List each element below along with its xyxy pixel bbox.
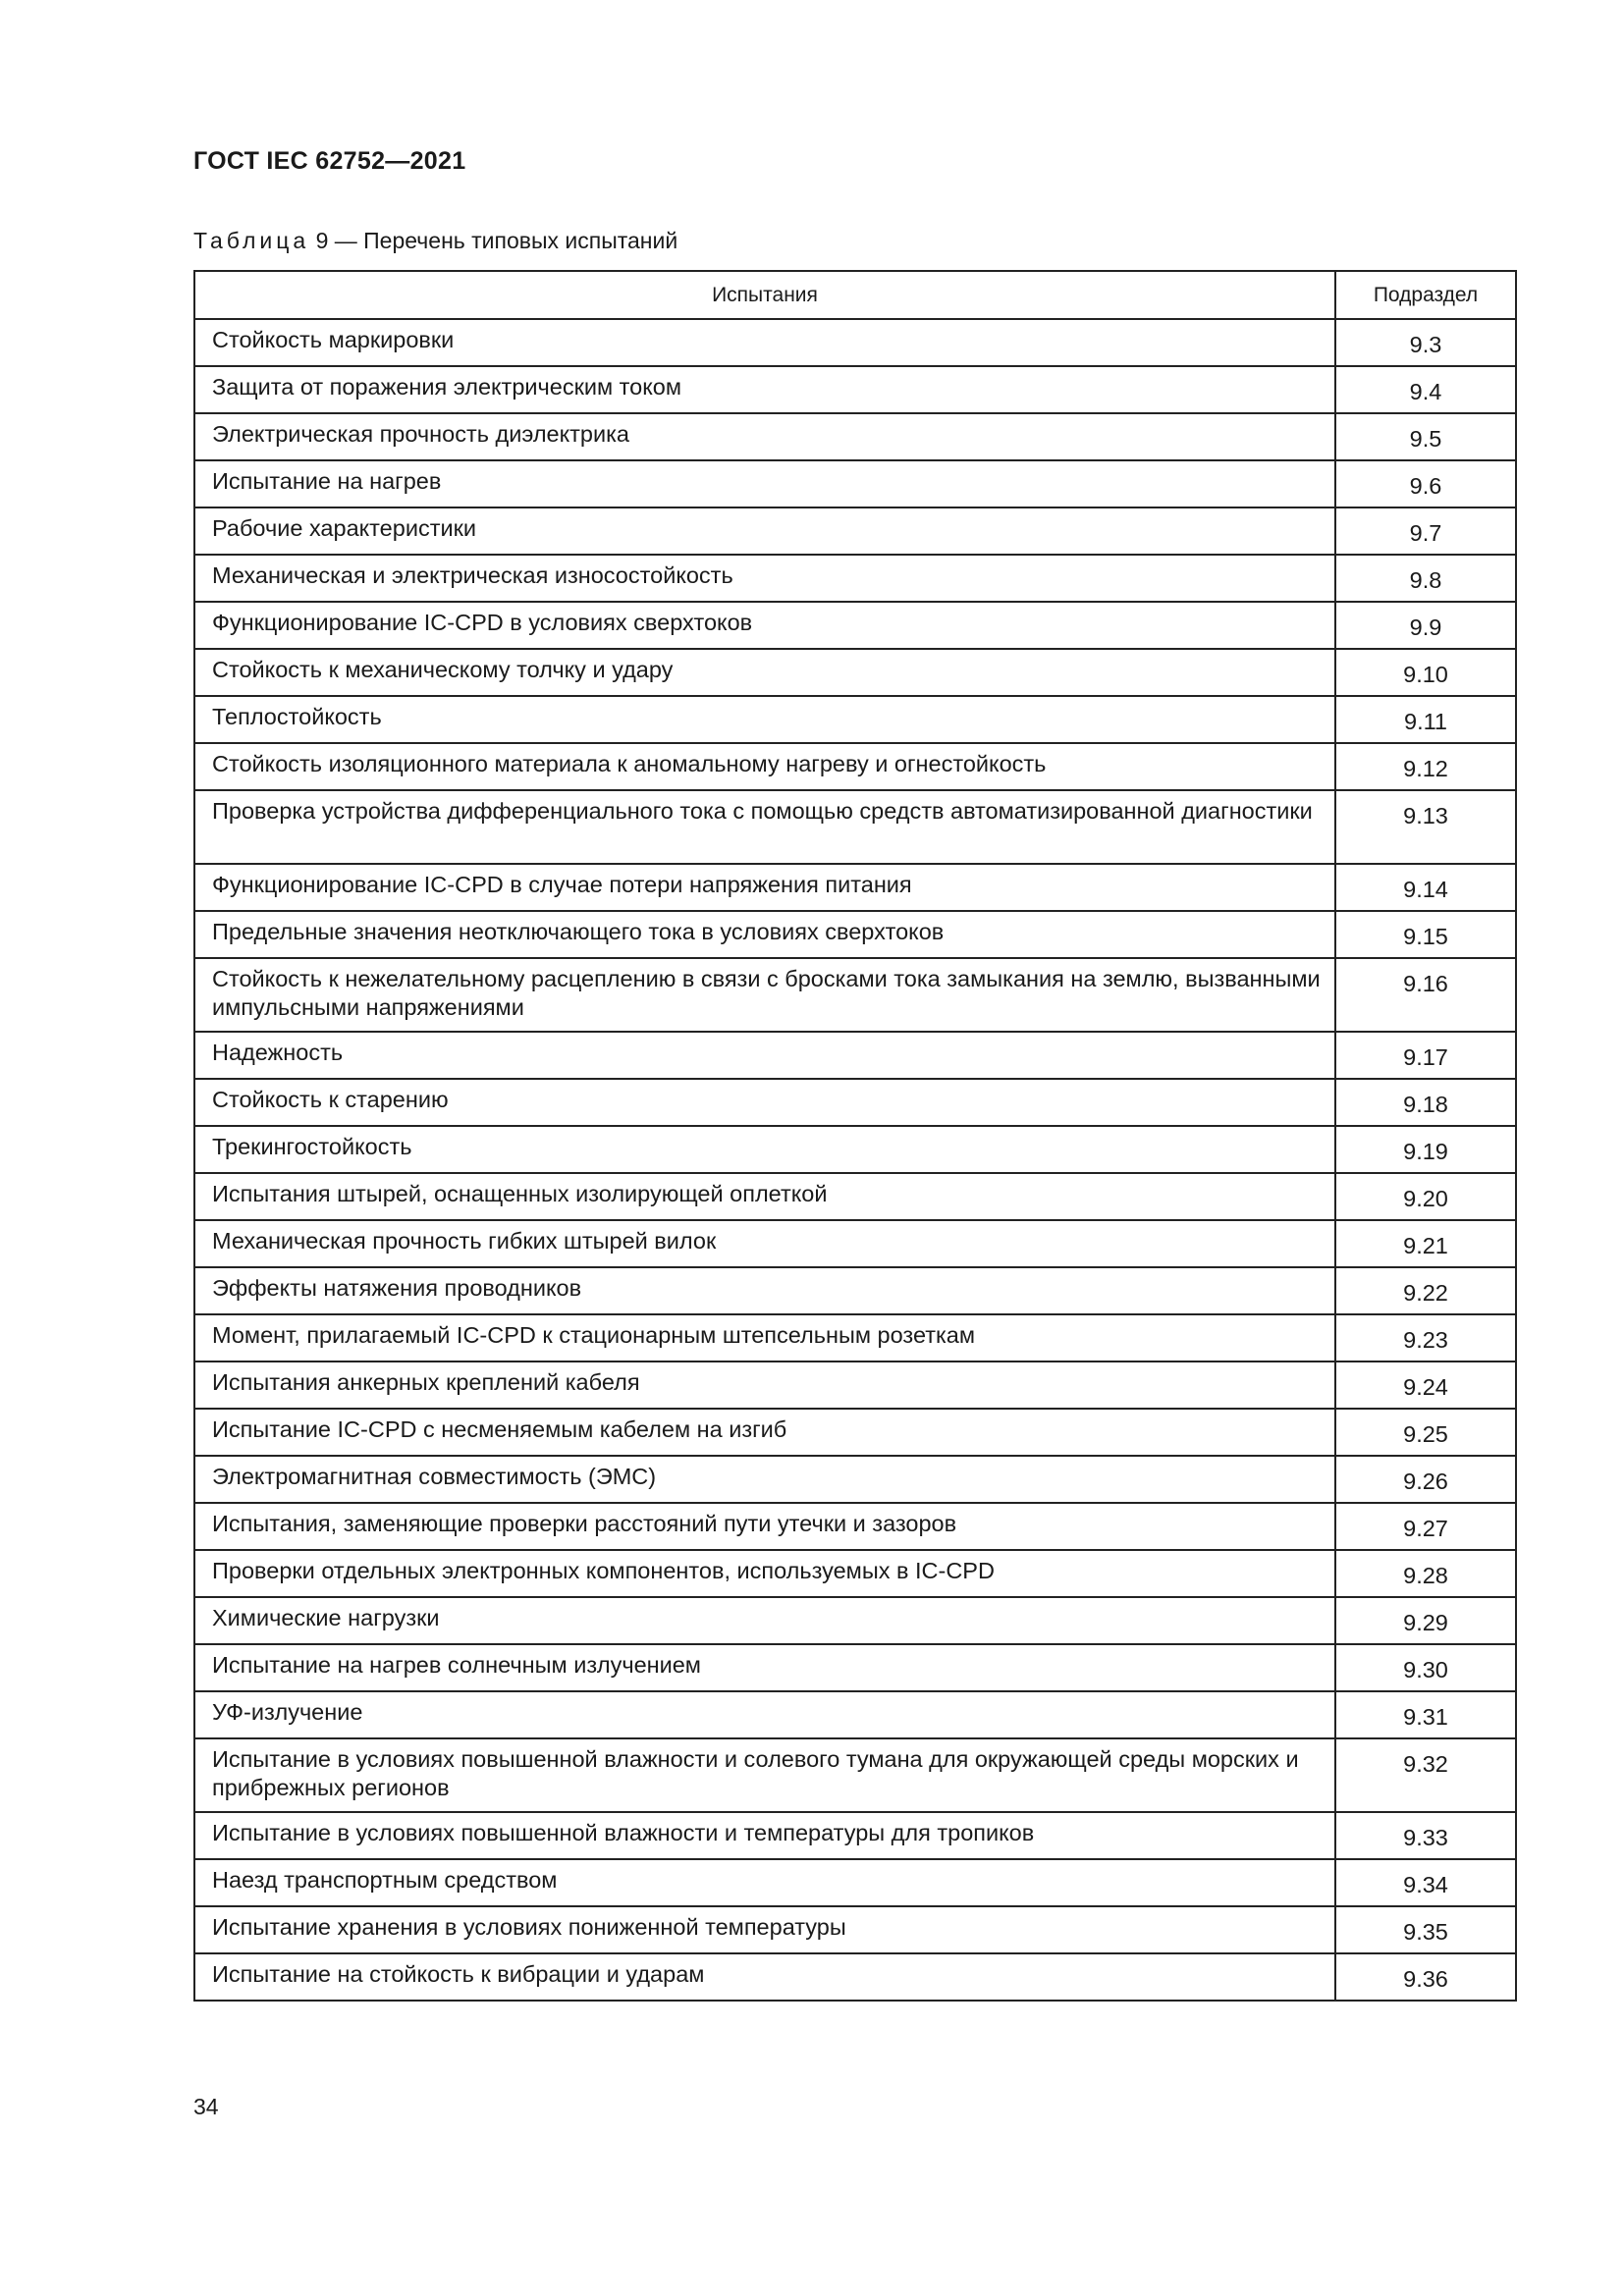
- subsection-cell: 9.22: [1335, 1267, 1516, 1314]
- subsection-cell: 9.31: [1335, 1691, 1516, 1738]
- table-row: [194, 1362, 1516, 1409]
- test-name-cell: Надежность: [194, 1032, 1335, 1079]
- test-name-cell: Функционирование IC-CPD в условиях сверхтоков: [194, 602, 1335, 649]
- subsection-cell: 9.12: [1335, 743, 1516, 790]
- table-row: [194, 1812, 1516, 1859]
- test-name-cell: Момент, прилагаемый IC-CPD к стационарным штепсельным розеткам: [194, 1314, 1335, 1362]
- test-name-cell: Испытание на нагрев солнечным излучением: [194, 1644, 1335, 1691]
- test-name-cell: Стойкость к нежелательному расцеплению в связи с бросками тока замыкания на землю, вызванными импульсными напряжениями: [194, 958, 1335, 1032]
- subsection-cell: 9.3: [1335, 319, 1516, 366]
- test-name-cell: УФ-излучение: [194, 1691, 1335, 1738]
- subsection-cell: 9.36: [1335, 1953, 1516, 2001]
- test-name-cell: Функционирование IC-CPD в случае потери напряжения питания: [194, 864, 1335, 911]
- subsection-cell: 9.25: [1335, 1409, 1516, 1456]
- table-row: [194, 1409, 1516, 1456]
- test-name-cell: Стойкость изоляционного материала к аномальному нагреву и огнестойкость: [194, 743, 1335, 790]
- table-row: [194, 460, 1516, 507]
- test-name-cell: Наезд транспортным средством: [194, 1859, 1335, 1906]
- subsection-cell: 9.7: [1335, 507, 1516, 555]
- subsection-cell: 9.21: [1335, 1220, 1516, 1267]
- table-caption-text: 9 — Перечень типовых испытаний: [309, 228, 678, 253]
- subsection-cell: 9.16: [1335, 958, 1516, 1032]
- test-name-cell: Стойкость маркировки: [194, 319, 1335, 366]
- test-name-cell: Механическая и электрическая износостойкость: [194, 555, 1335, 602]
- column-header-subsection: Подраздел: [1335, 271, 1516, 319]
- subsection-cell: 9.28: [1335, 1550, 1516, 1597]
- subsection-cell: 9.6: [1335, 460, 1516, 507]
- test-name-cell: Испытание на нагрев: [194, 460, 1335, 507]
- table-row: [194, 1906, 1516, 1953]
- table-row: [194, 1550, 1516, 1597]
- table-row: [194, 1314, 1516, 1362]
- table-row: [194, 1220, 1516, 1267]
- test-name-cell: Испытание в условиях повышенной влажности и температуры для тропиков: [194, 1812, 1335, 1859]
- test-name-cell: Испытания штырей, оснащенных изолирующей оплеткой: [194, 1173, 1335, 1220]
- test-name-cell: Испытание IC-CPD с несменяемым кабелем на изгиб: [194, 1409, 1335, 1456]
- subsection-cell: 9.32: [1335, 1738, 1516, 1812]
- table-row: [194, 602, 1516, 649]
- subsection-cell: 9.17: [1335, 1032, 1516, 1079]
- test-name-cell: Испытание хранения в условиях пониженной температуры: [194, 1906, 1335, 1953]
- table-row: [194, 864, 1516, 911]
- test-name-cell: Проверки отдельных электронных компонентов, используемых в IC-CPD: [194, 1550, 1335, 1597]
- test-name-cell: Проверка устройства дифференциального тока с помощью средств автоматизированной диагностики: [194, 790, 1335, 864]
- test-name-cell: Испытание в условиях повышенной влажности и солевого тумана для окружающей среды морских и прибрежных регионов: [194, 1738, 1335, 1812]
- subsection-cell: 9.27: [1335, 1503, 1516, 1550]
- page-number: 34: [193, 2094, 219, 2119]
- subsection-cell: 9.23: [1335, 1314, 1516, 1362]
- subsection-cell: 9.13: [1335, 790, 1516, 864]
- test-name-cell: Испытания, заменяющие проверки расстояний пути утечки и зазоров: [194, 1503, 1335, 1550]
- subsection-cell: 9.26: [1335, 1456, 1516, 1503]
- table-row: [194, 790, 1516, 864]
- table-row: [194, 911, 1516, 958]
- subsection-cell: 9.8: [1335, 555, 1516, 602]
- table-caption-label: Таблица: [193, 228, 310, 253]
- subsection-cell: 9.30: [1335, 1644, 1516, 1691]
- subsection-cell: 9.19: [1335, 1126, 1516, 1173]
- subsection-cell: 9.18: [1335, 1079, 1516, 1126]
- subsection-cell: 9.5: [1335, 413, 1516, 460]
- table-row: [194, 319, 1516, 366]
- subsection-cell: 9.9: [1335, 602, 1516, 649]
- table-caption: [193, 228, 677, 254]
- test-name-cell: Теплостойкость: [194, 696, 1335, 743]
- table-row: [194, 1126, 1516, 1173]
- subsection-cell: 9.24: [1335, 1362, 1516, 1409]
- table-row: [194, 1738, 1516, 1812]
- subsection-cell: 9.15: [1335, 911, 1516, 958]
- test-name-cell: Электрическая прочность диэлектрика: [194, 413, 1335, 460]
- table-row: [194, 1597, 1516, 1644]
- table-row: [194, 649, 1516, 696]
- test-name-cell: Защита от поражения электрическим током: [194, 366, 1335, 413]
- subsection-cell: 9.35: [1335, 1906, 1516, 1953]
- table-row: [194, 696, 1516, 743]
- subsection-cell: 9.29: [1335, 1597, 1516, 1644]
- table-body: [194, 319, 1516, 2001]
- table-row: [194, 1953, 1516, 2001]
- test-name-cell: Эффекты натяжения проводников: [194, 1267, 1335, 1314]
- document-header: ГОСТ IEC 62752—2021: [193, 147, 466, 175]
- test-name-cell: Трекингостойкость: [194, 1126, 1335, 1173]
- test-name-cell: Механическая прочность гибких штырей вилок: [194, 1220, 1335, 1267]
- table-row: [194, 958, 1516, 1032]
- table-row: [194, 1503, 1516, 1550]
- test-name-cell: Предельные значения неотключающего тока в условиях сверхтоков: [194, 911, 1335, 958]
- table-row: [194, 507, 1516, 555]
- subsection-cell: 9.10: [1335, 649, 1516, 696]
- table-row: [194, 413, 1516, 460]
- table-row: [194, 1173, 1516, 1220]
- table-row: [194, 1691, 1516, 1738]
- table-row: [194, 555, 1516, 602]
- test-name-cell: Электромагнитная совместимость (ЭМС): [194, 1456, 1335, 1503]
- column-header-tests: Испытания: [194, 271, 1335, 319]
- table-row: [194, 1644, 1516, 1691]
- subsection-cell: 9.34: [1335, 1859, 1516, 1906]
- test-name-cell: Испытания анкерных креплений кабеля: [194, 1362, 1335, 1409]
- subsection-cell: 9.33: [1335, 1812, 1516, 1859]
- table-row: [194, 366, 1516, 413]
- table-header-row: [194, 271, 1516, 319]
- subsection-cell: 9.4: [1335, 366, 1516, 413]
- test-name-cell: Стойкость к старению: [194, 1079, 1335, 1126]
- table-row: [194, 1079, 1516, 1126]
- test-name-cell: Рабочие характеристики: [194, 507, 1335, 555]
- table-row: [194, 1032, 1516, 1079]
- subsection-cell: 9.14: [1335, 864, 1516, 911]
- table-row: [194, 1859, 1516, 1906]
- table-row: [194, 1456, 1516, 1503]
- table-row: [194, 743, 1516, 790]
- subsection-cell: 9.20: [1335, 1173, 1516, 1220]
- table-row: [194, 1267, 1516, 1314]
- test-name-cell: Химические нагрузки: [194, 1597, 1335, 1644]
- test-name-cell: Испытание на стойкость к вибрации и ударам: [194, 1953, 1335, 2001]
- tests-table: [193, 270, 1517, 2002]
- subsection-cell: 9.11: [1335, 696, 1516, 743]
- test-name-cell: Стойкость к механическому толчку и удару: [194, 649, 1335, 696]
